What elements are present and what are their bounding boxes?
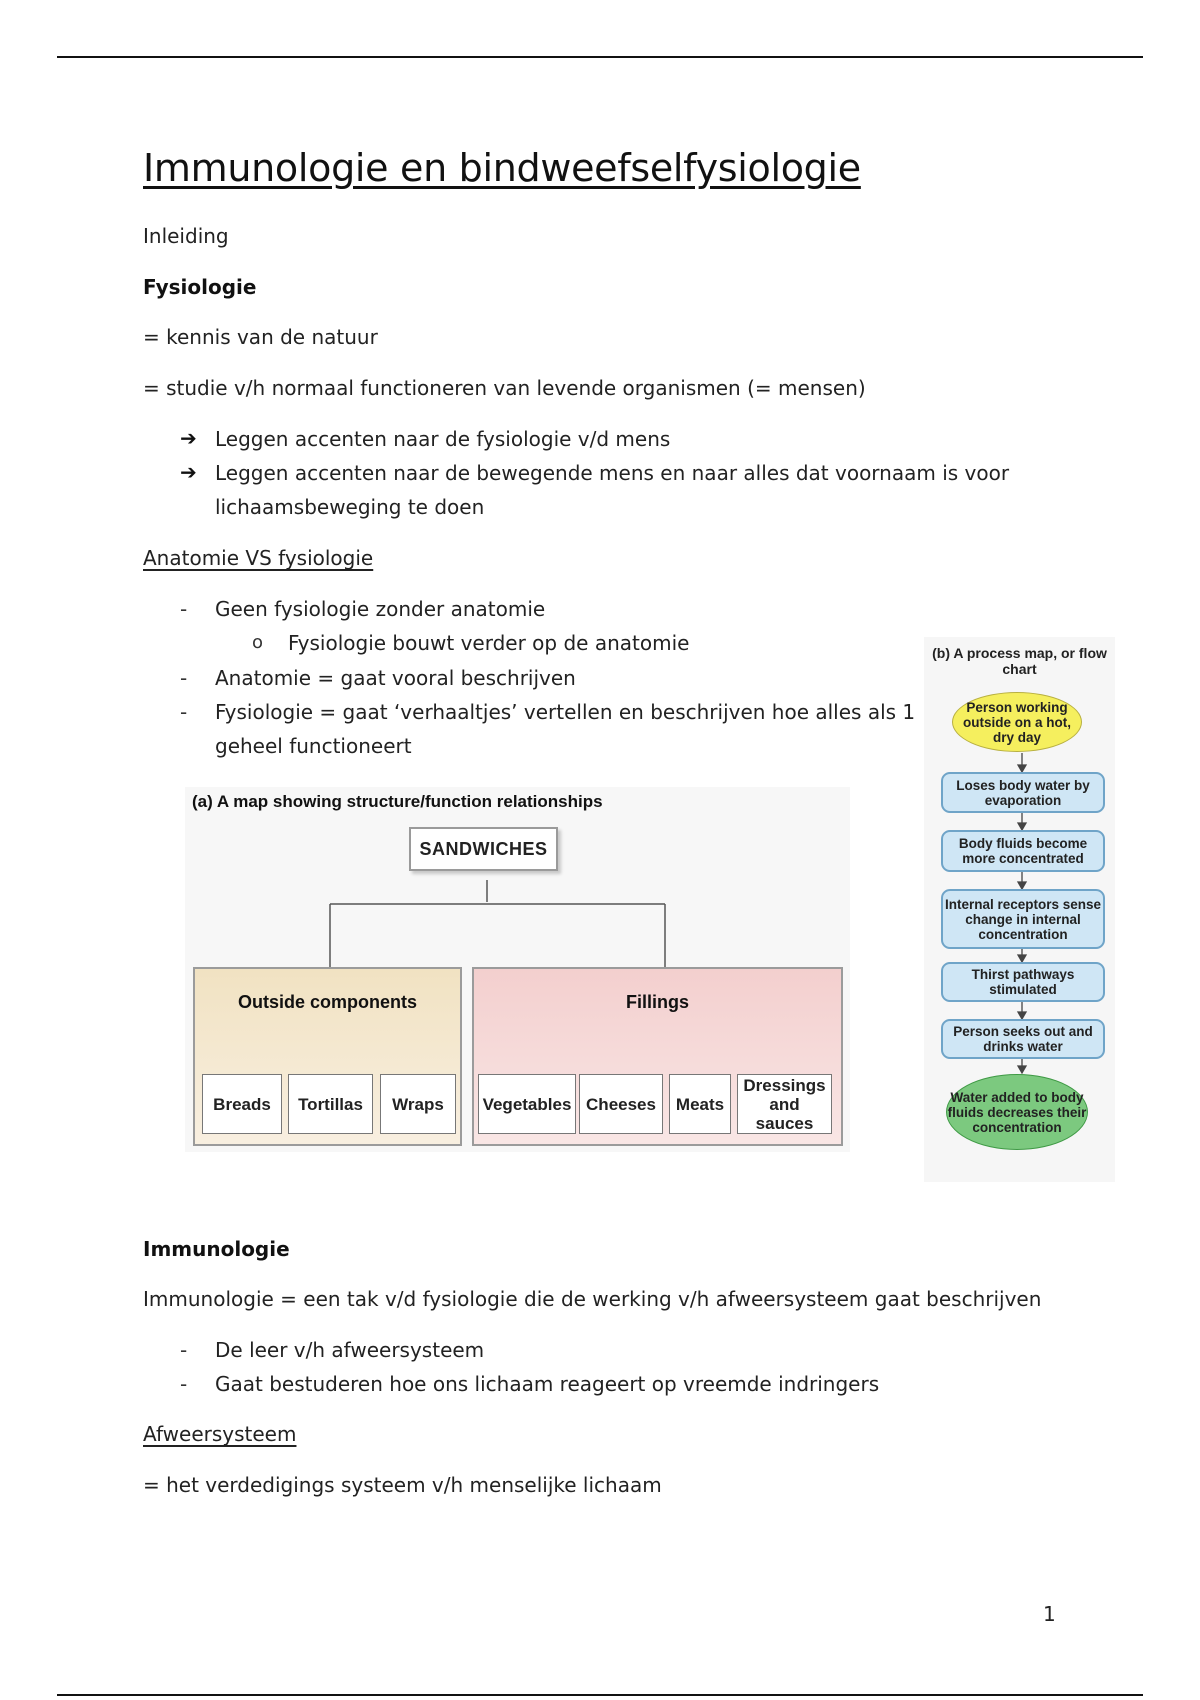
list-item: Geen fysiologie zonder anatomie: [215, 597, 546, 621]
group-outside-components: [193, 967, 462, 1146]
group-label: Fillings: [626, 992, 689, 1012]
flow-step: Internal receptors sense change in internal concentration: [941, 889, 1105, 949]
definition-line: = kennis van de natuur: [143, 325, 378, 349]
figure-a-concept-map: [185, 787, 850, 1152]
definition-line: = studie v/h normaal functioneren van levende organismen (= mensen): [143, 376, 866, 400]
list-subitem: Fysiologie bouwt verder op de anatomie: [288, 631, 690, 655]
flow-step: Loses body water by evaporation: [941, 772, 1105, 813]
anatomy-heading: Anatomie VS fysiologie: [143, 546, 374, 570]
arrow-bullet-icon: ➔: [180, 426, 197, 450]
dash-bullet: -: [180, 1338, 188, 1362]
group-label: Outside components: [237, 992, 417, 1012]
leaf-node: Dressings and sauces: [737, 1074, 832, 1134]
arrow-bullet-icon: ➔: [180, 460, 197, 484]
flow-start-node: Person working outside on a hot, dry day: [952, 692, 1082, 752]
figure-b-caption: [924, 645, 1115, 677]
list-item: De leer v/h afweersysteem: [215, 1338, 485, 1362]
list-item-continued: geheel functioneert: [215, 734, 412, 758]
immunologie-heading: Immunologie: [143, 1237, 290, 1261]
dash-bullet: -: [180, 700, 188, 724]
dash-bullet: -: [180, 666, 188, 690]
leaf-node: Meats: [669, 1074, 731, 1134]
afweersysteem-definition: = het verdedigings systeem v/h menselijke lichaam: [143, 1473, 662, 1497]
circle-bullet: o: [252, 632, 264, 653]
intro-label: Inleiding: [143, 224, 229, 248]
page-title: Immunologie en bindweefselfysiologie: [143, 146, 861, 190]
dash-bullet: -: [180, 597, 188, 621]
page-top-rule: [57, 56, 1143, 58]
leaf-node: Breads: [202, 1074, 282, 1134]
list-item: Gaat bestuderen hoe ons lichaam reageert op vreemde indringers: [215, 1372, 880, 1396]
immunologie-definition: Immunologie = een tak v/d fysiologie die de werking v/h afweersysteem gaat beschrijven: [143, 1287, 1042, 1311]
figure-b-flow-chart: [924, 637, 1115, 1182]
dash-bullet: -: [180, 1372, 188, 1396]
list-item: Anatomie = gaat vooral beschrijven: [215, 666, 576, 690]
leaf-node: Wraps: [380, 1074, 456, 1134]
flow-step: Person seeks out and drinks water: [941, 1019, 1105, 1059]
page-number: 1: [1043, 1602, 1056, 1626]
arrow-item: Leggen accenten naar de fysiologie v/d mens: [215, 427, 671, 451]
page-bottom-rule: [57, 1694, 1143, 1696]
flow-end-node: Water added to body fluids decreases their concentration: [946, 1074, 1088, 1150]
flow-step: Thirst pathways stimulated: [941, 962, 1105, 1002]
figure-b-caption-text: A process map, or flow chart: [953, 645, 1107, 677]
arrow-item: Leggen accenten naar de bewegende mens en naar alles dat voornaam is voor: [215, 461, 1010, 485]
group-fillings: [472, 967, 843, 1146]
flow-step: Body fluids become more concentrated: [941, 830, 1105, 872]
list-item: Fysiologie = gaat ‘verhaaltjes’ vertellen en beschrijven hoe alles als 1: [215, 700, 916, 724]
afweersysteem-heading: Afweersysteem: [143, 1422, 297, 1446]
figure-a-caption: (a) A map showing structure/function relationships: [192, 792, 603, 811]
fysiologie-heading: Fysiologie: [143, 275, 257, 299]
leaf-node: Tortillas: [288, 1074, 373, 1134]
figure-b-caption-label: (b): [932, 645, 950, 661]
root-node: SANDWICHES: [409, 827, 558, 871]
leaf-node: Vegetables: [478, 1074, 576, 1134]
arrow-item-continued: lichaamsbeweging te doen: [215, 495, 485, 519]
leaf-node: Cheeses: [579, 1074, 663, 1134]
